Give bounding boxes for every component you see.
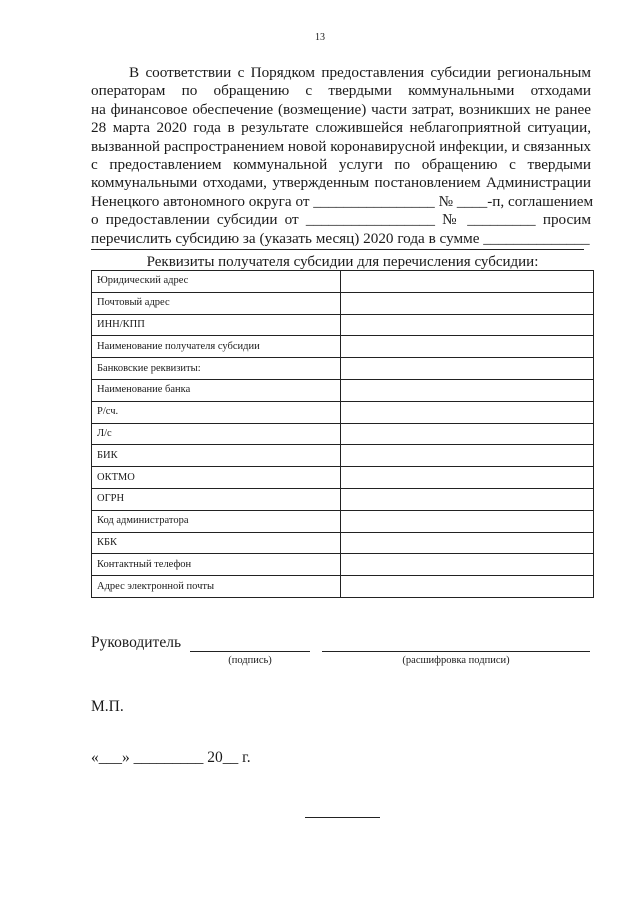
requisite-value-cell[interactable] xyxy=(341,423,594,445)
requisite-label: Почтовый адрес xyxy=(92,292,341,314)
paragraph-line: операторам по обращению с твердыми коммунальными отходами xyxy=(91,82,591,100)
requisite-label: Л/с xyxy=(92,423,341,445)
signature-hint: (подпись) xyxy=(228,655,272,666)
requisite-label: ОГРН xyxy=(92,488,341,510)
requisite-label: Банковские реквизиты: xyxy=(92,358,341,380)
requisite-value-cell[interactable] xyxy=(341,336,594,358)
table-row xyxy=(92,445,594,467)
paragraph-line: с предоставлением коммунальной услуги по обращению с твердыми xyxy=(91,155,591,173)
requisite-label: ОКТМО xyxy=(92,467,341,489)
requisites-table xyxy=(91,270,594,598)
requisite-value-cell[interactable] xyxy=(341,401,594,423)
paragraph-line: Ненецкого автономного округа от ________________ № ____-п, соглашением xyxy=(91,192,594,210)
requisite-value-cell[interactable] xyxy=(341,379,594,401)
requisite-label: Контактный телефон xyxy=(92,554,341,576)
requisite-value-cell[interactable] xyxy=(341,314,594,336)
requisite-label: ИНН/КПП xyxy=(92,314,341,336)
table-row xyxy=(92,401,594,423)
table-row xyxy=(92,271,594,293)
table-row xyxy=(92,576,594,598)
requisite-value-cell[interactable] xyxy=(341,488,594,510)
stamp-label: М.П. xyxy=(91,698,124,715)
requisite-value-cell[interactable] xyxy=(341,292,594,314)
requisite-value-cell[interactable] xyxy=(341,510,594,532)
table-caption: Реквизиты получателя субсидии для перечисления субсидии: xyxy=(146,254,539,270)
requisite-label: Код администратора xyxy=(92,510,341,532)
requisite-value-cell[interactable] xyxy=(341,576,594,598)
requisite-label: Наименование получателя субсидии xyxy=(92,336,341,358)
blank-amount-line xyxy=(91,249,584,250)
requisite-label: Р/сч. xyxy=(92,401,341,423)
requisite-value-cell[interactable] xyxy=(341,271,594,293)
requisite-label: Наименование банка xyxy=(92,379,341,401)
paragraph-line: 28 марта 2020 года в результате сложившейся неблагоприятной ситуации, xyxy=(91,119,591,137)
paragraph-line: о предоставлении субсидии от _________________ № _________ просим xyxy=(91,211,591,229)
table-row xyxy=(92,336,594,358)
requisite-value-cell[interactable] xyxy=(341,532,594,554)
table-row xyxy=(92,467,594,489)
signature-decoding-line xyxy=(322,651,590,652)
signature-line xyxy=(190,651,310,652)
table-row xyxy=(92,292,594,314)
table-row xyxy=(92,423,594,445)
table-row xyxy=(92,358,594,380)
signature-label: Руководитель xyxy=(91,634,182,651)
request-paragraph xyxy=(91,64,594,248)
requisite-value-cell[interactable] xyxy=(341,467,594,489)
table-row xyxy=(92,510,594,532)
date-line: «___» _________ 20__ г. xyxy=(91,749,251,766)
paragraph-line: перечислить субсидию за (указать месяц) 2020 года в сумме ______________ xyxy=(91,229,590,247)
paragraph-line: на финансовое обеспечение (возмещение) части затрат, возникших не ранее xyxy=(91,100,591,118)
requisite-value-cell[interactable] xyxy=(341,358,594,380)
table-row xyxy=(92,379,594,401)
paragraph-line: коммунальными отходами, утвержденным постановлением Администрации xyxy=(91,174,591,192)
table-row xyxy=(92,532,594,554)
requisite-label: КБК xyxy=(92,532,341,554)
end-rule xyxy=(305,817,380,818)
requisite-label: Юридический адрес xyxy=(92,271,341,293)
table-row xyxy=(92,488,594,510)
requisite-label: Адрес электронной почты xyxy=(92,576,341,598)
table-row xyxy=(92,554,594,576)
requisite-label: БИК xyxy=(92,445,341,467)
signature-decoding-hint: (расшифровка подписи) xyxy=(402,655,510,666)
paragraph-line: вызванной распространением новой коронавирусной инфекции, и связанных xyxy=(91,137,591,155)
table-row xyxy=(92,314,594,336)
paragraph-line: В соответствии с Порядком предоставления субсидии региональным xyxy=(129,64,591,81)
requisite-value-cell[interactable] xyxy=(341,445,594,467)
page-number: 13 xyxy=(315,32,325,43)
requisite-value-cell[interactable] xyxy=(341,554,594,576)
